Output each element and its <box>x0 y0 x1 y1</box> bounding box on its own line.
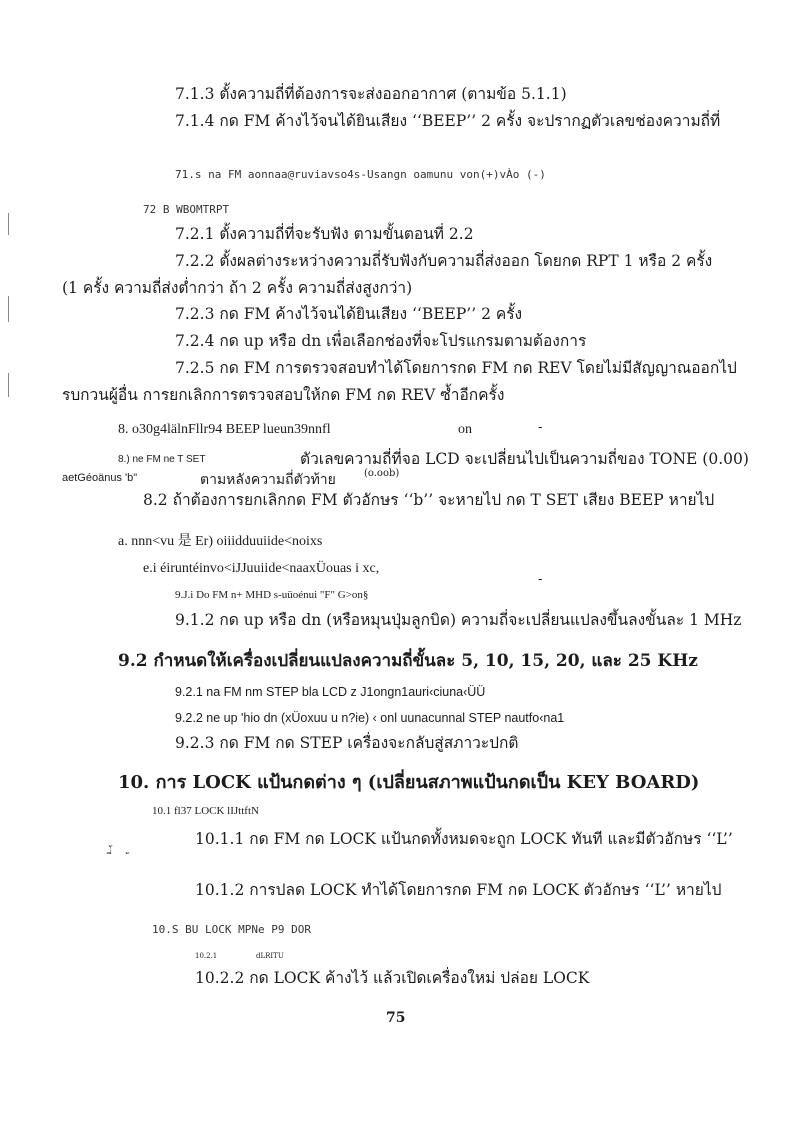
section-8-heading: 8. o30g4lälnFllr94 BEEP lueun39nnfl <box>118 422 331 437</box>
page-number: 75 <box>386 1010 406 1026</box>
text-line-7-2-5-cont: รบกวนผู้อื่น การยกเลิกการตรวจสอบให้กด FM กด REV ซ้ำอีกครั้ง <box>62 386 505 404</box>
text-line-8-1-ocr-2: aetGéoänus 'b" <box>62 472 138 484</box>
text-line-7-2-2: 7.2.2 ตั้งผลต่างระหว่างความถี่รับฟังกับความถี่ส่งออก โดยกด RPT 1 หรือ 2 ครั้ง <box>175 252 713 270</box>
text-line-7-1-5: 71.s na FM aonnaa@ruviavso4s-Usangn oamunu von(+)vÀo (-) <box>175 168 546 181</box>
text-line-8-1: ตัวเลขความถี่ที่จอ LCD จะเปลี่ยนไปเป็นความถี่ของ TONE (0.00) <box>300 450 749 468</box>
text-line-8-2: 8.2 ถ้าต้องการยกเลิกกด FM ตัวอักษร ‘‘b’’ จะหายไป กด T SET เสียง BEEP หายไป <box>143 491 715 509</box>
margin-mark-3 <box>8 373 9 397</box>
text-line-7-2-5: 7.2.5 กด FM การตรวจสอบทำได้โดยการกด FM กด REV โดยไม่มีสัญญาณออกไป <box>175 359 737 377</box>
section-9-dash: - <box>538 572 543 587</box>
text-line-9-2-3: 9.2.3 กด FM กด STEP เครื่องจะกลับสู่สภาวะปกติ <box>175 734 519 752</box>
text-line-10-1-1: 10.1.1 กด FM กด LOCK แป้นกดทั้งหมดจะถูก LOCK ทันที และมีตัวอักษร ‘‘L’’ <box>195 830 733 848</box>
text-line-7-2-1: 7.2.1 ตั้งความถี่ที่จะรับฟัง ตามขั้นตอนที่ 2.2 <box>175 225 474 243</box>
text-line-10-1-2: 10.1.2 การปลด LOCK ทำได้โดยการกด FM กด LOCK ตัวอักษร ‘‘L’’ หายไป <box>195 881 722 899</box>
text-line-8-1-cont: ตามหลังความถี่ตัวท้าย <box>200 472 336 488</box>
margin-mark-1 <box>8 213 9 235</box>
text-line-10-2-1-ocr: dLRITU <box>256 952 284 960</box>
text-line-9-1-2: 9.1.2 กด up หรือ dn (หรือหมุนปุ่มลูกบิด) ความถี่จะเปลี่ยนแปลงขึ้นลงขั้นละ 1 MHz <box>175 611 742 629</box>
section-10-heading: 10. การ LOCK แป้นกดต่าง ๆ (เปลี่ยนสภาพแป้นกดเป็น KEY BOARD) <box>118 772 700 793</box>
text-line-7-2-4: 7.2.4 กด up หรือ dn เพื่อเลือกช่องที่จะโปรแกรมตามต้องการ <box>175 332 587 350</box>
section-8-on: on <box>458 422 472 437</box>
text-line-9-1-1: 9.J.i Do FM n+ MHD s-uüoénui "F" G>on§ <box>175 589 369 601</box>
section-9-1-heading: e.i éiruntéinvo<iJJuuiide<naaxÜouas i xc, <box>143 561 380 576</box>
text-line-10-2-1: 10.2.1 <box>195 952 218 960</box>
section-7-2-heading: 72 B WBOMTRPT <box>143 203 230 216</box>
section-10-2-heading: 10.S BU LOCK MPNe P9 DOR <box>152 923 311 936</box>
text-line-9-2-2: 9.2.2 ne up 'hio dn (xÜoxuu u n?ie) ‹ onl uunacunnal STEP nautfo‹na1 <box>175 711 565 725</box>
section-10-1-heading: 10.1 fl37 LOCK lIJttftN <box>152 805 259 817</box>
section-9-heading: a. nnn<vu 是 Er) oiiidduuiide<noixs <box>118 534 323 549</box>
margin-mark-2 <box>8 296 9 322</box>
section-9-2-heading: 9.2 กำหนดให้เครื่องเปลี่ยนแปลงความถี่ขั้นละ 5, 10, 15, 20, และ 25 KHz <box>118 651 698 671</box>
text-line-9-2-1: 9.2.1 na FM nm STEP bla LCD z J1ongn1auri‹ciuna‹ÜÜ <box>175 685 486 699</box>
text-line-7-2-2-cont: (1 ครั้ง ความถี่ส่งต่ำกว่า ถ้า 2 ครั้ง ความถี่ส่งสูงกว่า) <box>62 279 413 297</box>
text-line-7-1-4: 7.1.4 กด FM ค้างไว้จนได้ยินเสียง ‘‘BEEP’’ 2 ครั้ง จะปรากฏตัวเลขช่องความถี่ที่ <box>175 112 721 130</box>
text-line-8-1-superscript: (o.oob) <box>364 468 400 479</box>
section-8-dash: - <box>538 420 543 435</box>
text-line-7-1-3: 7.1.3 ตั้งความถี่ที่ต้องการจะส่งออกอากาศ (ตามข้อ 5.1.1) <box>175 85 567 103</box>
text-line-8-1-ocr: 8.) ne FM ne T SET <box>118 454 206 465</box>
text-line-10-2-2: 10.2.2 กด LOCK ค้างไว้ แล้วเปิดเครื่องใหม่ ปล่อย LOCK <box>195 969 590 987</box>
text-fragment-10-1-1: ี่่้ ั <box>112 852 144 863</box>
text-line-7-2-3: 7.2.3 กด FM ค้างไว้จนได้ยินเสียง ‘‘BEEP’’ 2 ครั้ง <box>175 305 523 323</box>
